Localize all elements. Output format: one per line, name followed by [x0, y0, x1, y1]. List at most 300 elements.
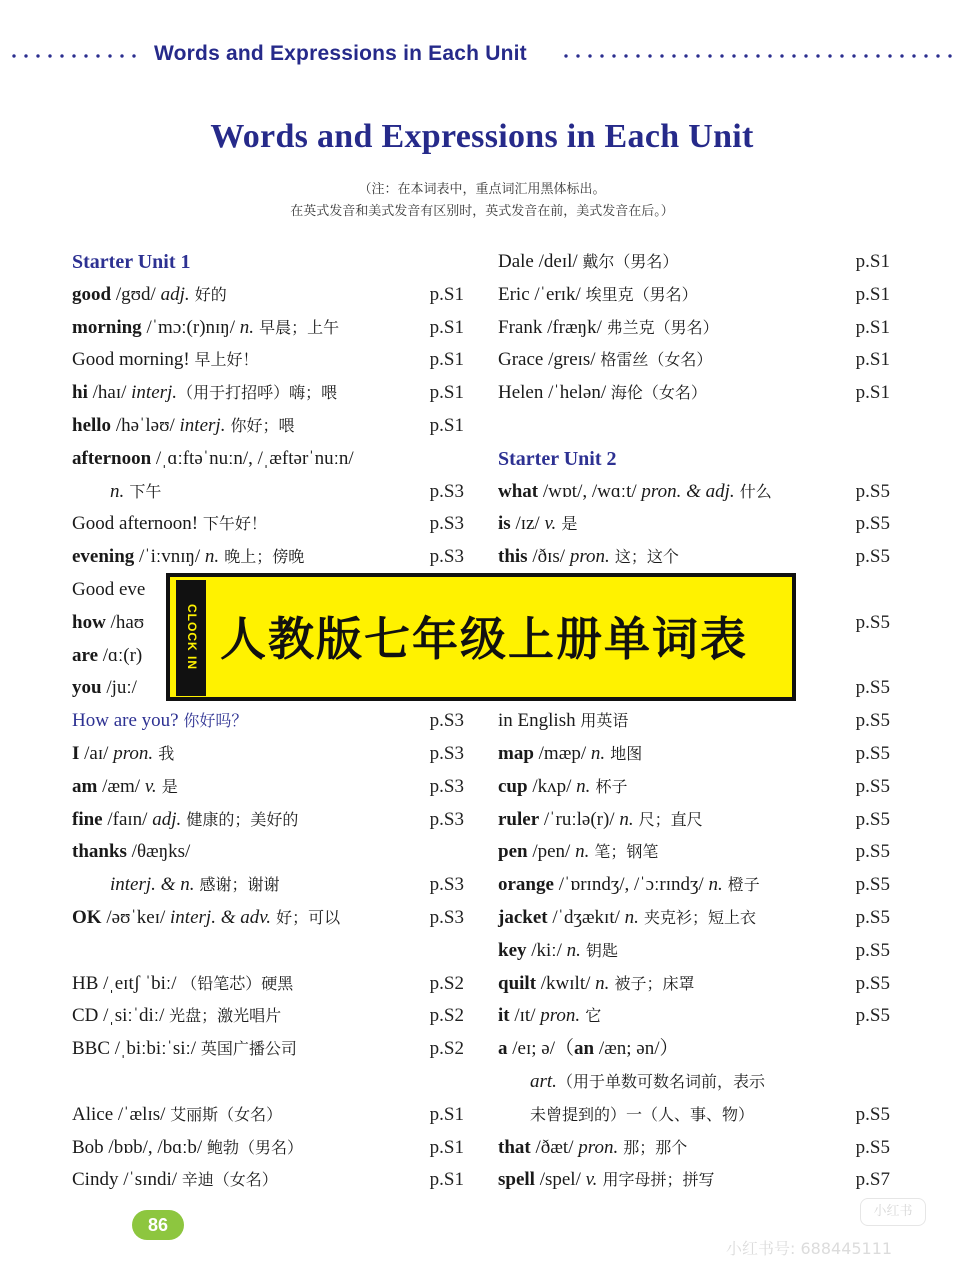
- vocab-entry: [498, 902, 756, 935]
- vocab-row: [498, 935, 890, 968]
- headword: pen: [498, 841, 528, 863]
- vocab-entry: [72, 705, 247, 738]
- title-banner: [166, 573, 796, 701]
- page-ref: p.S1: [429, 283, 464, 305]
- vocab-entry: [72, 771, 178, 804]
- vocab-row: [72, 443, 464, 476]
- vocab-row: [498, 1066, 890, 1099]
- chinese-meaning: 好；可以: [271, 907, 341, 927]
- vocab-entry: [498, 377, 707, 410]
- headword: a: [498, 1038, 508, 1060]
- page-number-badge: 86: [132, 1210, 184, 1240]
- chinese-meaning: （用于打招呼）嗨；喂: [177, 383, 338, 403]
- part-of-speech: pron. & adj.: [641, 480, 735, 502]
- vocab-row: [498, 1164, 890, 1197]
- page-ref: p.S1: [855, 349, 890, 371]
- vocab-row: [498, 476, 890, 509]
- note-line-1: （注：在本词表中，重点词汇用黑体标出。: [358, 182, 606, 197]
- part-of-speech: interj.: [131, 382, 178, 404]
- headword: hi: [72, 382, 88, 404]
- phonetic: HB /ˌeɪtʃ ˈbiː/: [72, 972, 182, 994]
- page-ref: p.S5: [855, 775, 890, 797]
- vocab-entry: [498, 804, 703, 837]
- phonetic: Grace /greɪs/: [498, 349, 601, 371]
- phonetic: Frank /fræŋk/: [498, 316, 607, 338]
- vocab-row: [72, 1033, 464, 1066]
- page-ref: p.S3: [429, 906, 464, 928]
- page-ref: p.S1: [855, 283, 890, 305]
- part-of-speech: n.: [619, 808, 634, 830]
- part-of-speech: n.: [110, 480, 125, 502]
- chinese-meaning: 格雷丝（女名）: [600, 350, 713, 370]
- headword: what: [498, 480, 539, 502]
- chinese-meaning: 用字母拼；拼写: [597, 1170, 715, 1190]
- headword: fine: [72, 808, 103, 830]
- chinese-meaning: 笔；钢笔: [589, 842, 659, 862]
- vocab-entry: [72, 1132, 303, 1165]
- phonetic: /əʊˈkeɪ/: [101, 906, 171, 928]
- page-ref: p.S5: [855, 939, 890, 961]
- page-ref: p.S3: [429, 742, 464, 764]
- phonetic: /ˈiːvnɪŋ/: [134, 546, 205, 568]
- vocab-entry: [498, 279, 698, 312]
- chinese-meaning: 艾丽斯（女名）: [170, 1104, 283, 1124]
- phonetic: Cindy /ˈsɪndi/: [72, 1169, 182, 1191]
- page-title: Words and Expressions in Each Unit: [210, 118, 754, 155]
- vocab-row: [498, 902, 890, 935]
- vocab-row: [498, 1099, 890, 1132]
- part-of-speech: n.: [590, 742, 606, 764]
- chinese-meaning: 用英语: [580, 711, 629, 731]
- chinese-meaning: 是: [156, 776, 178, 796]
- headword: good: [72, 283, 112, 305]
- vocab-row: [72, 902, 464, 935]
- vocab-row: [498, 1000, 890, 1033]
- part-of-speech: n.: [575, 841, 590, 863]
- blank-line: [72, 1066, 464, 1099]
- vocab-entry: [72, 968, 293, 1001]
- vocab-entry: [498, 1132, 687, 1165]
- chinese-meaning: 弗兰克（男名）: [606, 317, 719, 337]
- vocab-row: [72, 804, 464, 837]
- vocab-entry: [72, 672, 137, 705]
- phonetic: /θæŋks/: [126, 841, 191, 863]
- vocab-entry: [498, 1033, 679, 1066]
- phonetic: Helen /ˈhelən/: [498, 382, 611, 404]
- part-of-speech: pron.: [569, 546, 610, 568]
- vocab-entry: [72, 1033, 297, 1066]
- vocab-row: [72, 344, 464, 377]
- vocab-row: [498, 1033, 890, 1066]
- phonetic: Dale /deɪl/: [498, 251, 583, 272]
- chinese-meaning: 感谢；谢谢: [194, 875, 280, 895]
- dotted-rule-left: [8, 54, 144, 58]
- chinese-meaning: 下午: [124, 481, 162, 501]
- page-ref: p.S1: [855, 316, 890, 338]
- vocab-entry: [498, 1000, 601, 1033]
- headword: thanks: [72, 841, 127, 863]
- phonetic: BBC /ˌbiːbiːˈsiː/: [72, 1038, 201, 1060]
- chinese-meaning: 健康的；美好的: [181, 809, 299, 829]
- vocab-entry: [498, 312, 719, 345]
- vocab-row: [498, 508, 890, 541]
- phonetic: How are you?: [72, 710, 184, 732]
- vocab-row: [498, 279, 890, 312]
- phonetic: Bob /bɒb/, /bɑːb/: [72, 1136, 207, 1158]
- part-of-speech: adj.: [152, 808, 182, 830]
- chinese-meaning: 鲍勃（男名）: [206, 1137, 303, 1157]
- phonetic: /kwɪlt/: [536, 972, 596, 994]
- page-ref: p.S5: [855, 841, 890, 863]
- part-of-speech: n.: [566, 939, 581, 961]
- vocab-row: [498, 312, 890, 345]
- clock-in-label: CLOCK IN: [185, 604, 199, 670]
- vocab-row: [498, 738, 890, 771]
- vocab-row: [72, 1099, 464, 1132]
- vocab-row: [72, 312, 464, 345]
- vocab-entry: [72, 377, 337, 410]
- vocab-row: [498, 377, 890, 410]
- headword: am: [72, 775, 98, 797]
- chinese-meaning: 钥匙: [580, 940, 618, 960]
- vocab-entry: [72, 1099, 282, 1132]
- vocab-entry: [72, 246, 191, 280]
- phonetic: /wɒt/, /wɑːt/: [538, 480, 642, 502]
- vocab-entry: [498, 968, 695, 1001]
- page-ref: p.S7: [855, 1169, 890, 1191]
- vocab-row: [72, 738, 464, 771]
- left-vocab-column: [72, 246, 464, 1197]
- running-header: [0, 40, 964, 74]
- headword: cup: [498, 775, 528, 797]
- headword: orange: [498, 874, 554, 896]
- chinese-meaning: 埃里克（男名）: [585, 284, 698, 304]
- vocab-entry: [498, 344, 712, 377]
- running-title: Words and Expressions in Each Unit: [154, 42, 527, 65]
- chinese-meaning: 下午好！: [202, 514, 267, 534]
- part-of-speech: v.: [144, 775, 157, 797]
- part-of-speech: n.: [204, 546, 220, 568]
- vocab-entry: [72, 279, 227, 312]
- chinese-meaning: 戴尔（男名）: [582, 252, 679, 271]
- vocab-row: [498, 771, 890, 804]
- phonetic: Alice /ˈælɪs/: [72, 1103, 171, 1125]
- vocab-entry: [72, 1000, 281, 1033]
- phonetic: /spel/: [534, 1169, 586, 1191]
- vocab-row: [498, 804, 890, 837]
- vocab-entry: [72, 1164, 278, 1197]
- chinese-meaning: 是: [556, 514, 578, 534]
- phonetic: Eric /ˈerɪk/: [498, 283, 586, 305]
- unit-heading: Starter Unit 1: [72, 251, 191, 273]
- chinese-meaning: （用于单数可数名词前，表示: [556, 1071, 765, 1091]
- page-ref: p.S1: [429, 1169, 464, 1191]
- phonetic: CD /ˌsiːˈdiː/: [72, 1005, 170, 1027]
- phonetic: /æm/: [97, 775, 145, 797]
- headword: hello: [72, 414, 112, 436]
- page-ref: p.S3: [429, 775, 464, 797]
- headword: I: [72, 742, 80, 764]
- vocab-entry: [72, 344, 258, 377]
- page-ref: p.S1: [429, 1136, 464, 1158]
- headword: that: [498, 1136, 531, 1158]
- phonetic: /kʌp/: [527, 775, 577, 797]
- part-of-speech: v.: [585, 1169, 598, 1191]
- part-of-speech: n.: [624, 906, 639, 928]
- vocab-row: [498, 705, 890, 738]
- phonetic: /ˈmɔː(r)nɪŋ/: [141, 316, 240, 338]
- phonetic: /eɪ; ə/（: [507, 1038, 574, 1060]
- vocab-row: [498, 443, 890, 476]
- vocab-entry: [72, 869, 280, 902]
- headword: is: [498, 513, 511, 535]
- vocab-row: [72, 705, 464, 738]
- chinese-meaning: （铅笔芯）硬黑: [181, 973, 294, 993]
- vocab-row: [498, 869, 890, 902]
- page-ref: p.S5: [855, 513, 890, 535]
- page-ref: p.S3: [429, 874, 464, 896]
- headword: it: [498, 1005, 510, 1027]
- page-ref: p.S3: [429, 513, 464, 535]
- page-ref: p.S5: [855, 1136, 890, 1158]
- headword: quilt: [498, 972, 537, 994]
- vocab-row: [72, 1164, 464, 1197]
- phonetic: /faɪn/: [102, 808, 153, 830]
- phonetic: /mæp/: [533, 742, 591, 764]
- vocab-entry: [498, 1099, 754, 1132]
- vocab-row: [72, 771, 464, 804]
- unit-heading: Starter Unit 2: [498, 447, 617, 470]
- vocab-entry: [498, 508, 577, 541]
- vocab-row: [72, 377, 464, 410]
- headword: map: [498, 742, 534, 764]
- page-ref: p.S5: [855, 906, 890, 928]
- headword: morning: [72, 316, 142, 338]
- vocab-row: [72, 869, 464, 902]
- headword: jacket: [498, 906, 548, 928]
- blank-line: [498, 410, 890, 443]
- chinese-meaning: 夹克衫；短上衣: [638, 907, 756, 927]
- page-ref: p.S1: [429, 316, 464, 338]
- vocab-entry: [72, 836, 190, 869]
- phonetic: /ɑː(r): [98, 644, 143, 666]
- chinese-meaning: 地图: [605, 743, 643, 763]
- part-of-speech: n.: [595, 972, 610, 994]
- page-ref: p.S1: [429, 414, 464, 436]
- part-of-speech: n.: [708, 874, 723, 896]
- chinese-meaning: 你好；喂: [225, 415, 295, 435]
- page-ref: p.S5: [855, 611, 890, 633]
- page-ref: p.S5: [855, 480, 890, 502]
- vocab-row: [72, 246, 464, 279]
- vocab-row: [498, 836, 890, 869]
- part-of-speech: interj. & n.: [110, 874, 195, 896]
- vocab-row: [72, 541, 464, 574]
- headword: are: [72, 644, 99, 666]
- page-ref: p.S2: [429, 1005, 464, 1027]
- vocab-row: [498, 968, 890, 1001]
- page-ref: p.S5: [855, 677, 890, 699]
- chinese-meaning: 杯子: [590, 776, 628, 796]
- page-ref: p.S3: [429, 808, 464, 830]
- page-ref: p.S5: [855, 742, 890, 764]
- vocab-entry: [498, 476, 772, 509]
- vocab-entry: [498, 1164, 715, 1197]
- vocab-entry: [498, 869, 760, 902]
- chinese-meaning: 光盘；激光唱片: [169, 1006, 282, 1026]
- page-ref: p.S5: [855, 710, 890, 732]
- chinese-meaning: 它: [580, 1006, 602, 1026]
- phonetic: /ðɪs/: [527, 546, 570, 568]
- vocab-entry: [498, 935, 618, 968]
- vocab-row: [72, 1000, 464, 1033]
- blank-line: [72, 935, 464, 968]
- headword: ruler: [498, 808, 540, 830]
- dotted-rule-right: [560, 54, 956, 58]
- chinese-meaning: 辛迪（女名）: [181, 1170, 278, 1190]
- part-of-speech: adj.: [160, 283, 190, 305]
- vocab-row: [498, 1132, 890, 1165]
- vocab-row: [498, 246, 890, 279]
- page-ref: p.S2: [429, 972, 464, 994]
- headword: afternoon: [72, 447, 152, 469]
- phonetic: /aɪ/: [79, 742, 114, 764]
- phonetic: /həˈləʊ/: [111, 414, 180, 436]
- vocab-entry: [72, 476, 161, 509]
- page-ref: p.S1: [855, 382, 890, 404]
- page-ref: p.S5: [855, 874, 890, 896]
- vocab-entry: [72, 804, 298, 837]
- page-ref: p.S5: [855, 546, 890, 568]
- note-line-2: 在英式发音和美式发音有区别时，英式发音在前，美式发音在后。）: [290, 204, 674, 219]
- chinese-meaning: 早上好！: [194, 350, 259, 370]
- phonetic: /gʊd/: [111, 283, 161, 305]
- chinese-meaning: 英国广播公司: [200, 1039, 297, 1059]
- vocab-entry: [498, 738, 642, 771]
- chinese-meaning: 海伦（女名）: [610, 383, 707, 403]
- page-ref: p.S5: [855, 972, 890, 994]
- vocab-row: [72, 279, 464, 312]
- chinese-meaning: 这；这个: [609, 547, 679, 567]
- part-of-speech: n.: [576, 775, 591, 797]
- page-ref: p.S1: [429, 382, 464, 404]
- chinese-meaning: 早晨；上午: [253, 317, 340, 337]
- vocab-row: [72, 968, 464, 1001]
- headword: you: [72, 677, 102, 699]
- page-ref: p.S2: [429, 1038, 464, 1060]
- headword: key: [498, 939, 527, 961]
- banner-title: 人教版七年级上册单词表: [220, 612, 748, 666]
- clock-in-label-wrap: [181, 604, 201, 674]
- part-of-speech: interj.: [179, 414, 226, 436]
- phonetic: /ðæt/: [530, 1136, 579, 1158]
- page-ref: p.S5: [855, 1103, 890, 1125]
- part-of-speech: art.: [530, 1070, 557, 1092]
- page-ref: p.S5: [855, 808, 890, 830]
- part-of-speech: v.: [544, 513, 557, 535]
- vocab-entry: [72, 738, 174, 771]
- phonetic: /ˈruːlə(r)/: [539, 808, 620, 830]
- vocab-row: [498, 344, 890, 377]
- watermark-id: 小红书号: 688445111: [726, 1239, 893, 1258]
- vocab-entry: [72, 541, 304, 574]
- phonetic: Good morning!: [72, 349, 195, 371]
- headword-variant: an: [573, 1038, 595, 1060]
- headword: this: [498, 546, 528, 568]
- page-ref: p.S1: [429, 1103, 464, 1125]
- page-ref: p.S1: [429, 349, 464, 371]
- chinese-meaning: 未曾提到的）一（人、事、物）: [530, 1104, 755, 1124]
- vocab-row: [72, 508, 464, 541]
- chinese-meaning: 尺；直尺: [633, 809, 703, 829]
- page-ref: p.S3: [429, 480, 464, 502]
- chinese-meaning: 什么: [734, 481, 772, 501]
- vocab-entry: [498, 443, 617, 477]
- part-of-speech: n.: [239, 316, 254, 338]
- phonetic: Good afternoon!: [72, 513, 203, 535]
- chinese-meaning: 好的: [189, 284, 227, 304]
- phonetic: Good eve: [72, 578, 146, 600]
- vocab-entry: [498, 836, 658, 869]
- page-ref: p.S1: [855, 251, 890, 272]
- page-ref: p.S3: [429, 710, 464, 732]
- chinese-meaning: 被子；床罩: [609, 973, 695, 993]
- watermark-logo: 小红书: [860, 1198, 926, 1226]
- vocab-entry: [498, 771, 627, 804]
- vocab-row: [72, 1132, 464, 1165]
- headword: how: [72, 611, 106, 633]
- vocab-entry: [72, 640, 142, 673]
- phonetic: /kiː/: [526, 939, 567, 961]
- vocab-entry: [498, 1066, 765, 1099]
- vocab-row: [72, 476, 464, 509]
- vocab-entry: [72, 410, 295, 443]
- part-of-speech: interj. & adv.: [170, 906, 271, 928]
- phonetic: /ˈdʒækɪt/: [547, 906, 625, 928]
- vocab-row: [72, 410, 464, 443]
- vocab-entry: [72, 574, 145, 607]
- page-ref: p.S5: [855, 1005, 890, 1027]
- chinese-meaning: 橙子: [722, 875, 760, 895]
- chinese-meaning: 晚上；傍晚: [219, 547, 305, 567]
- page-ref: p.S3: [429, 546, 464, 568]
- vocab-row: [498, 541, 890, 574]
- right-vocab-column: [498, 246, 890, 1197]
- vocab-entry: [72, 607, 144, 640]
- phonetic: /haɪ/: [87, 382, 132, 404]
- headword: spell: [498, 1169, 535, 1191]
- phonetic-variant: /æn; ən/）: [594, 1038, 679, 1060]
- phonetic: /ˈɒrɪndʒ/, /ˈɔːrɪndʒ/: [553, 874, 709, 896]
- vocab-entry: [72, 443, 354, 476]
- chinese-meaning: 我: [153, 743, 175, 763]
- part-of-speech: pron.: [113, 742, 154, 764]
- vocab-entry: [72, 902, 340, 935]
- phonetic: /ɪt/: [509, 1005, 541, 1027]
- chinese-meaning: 你好吗？: [183, 711, 248, 731]
- phonetic: /ɪz/: [510, 513, 545, 535]
- vocab-entry: [498, 541, 679, 574]
- phonetic: in English: [498, 710, 581, 732]
- vocab-entry: [498, 246, 678, 279]
- phonetic: /pen/: [527, 841, 576, 863]
- part-of-speech: pron.: [540, 1005, 581, 1027]
- vocab-entry: [72, 312, 339, 345]
- chinese-meaning: 那；那个: [618, 1137, 688, 1157]
- vocab-entry: [498, 705, 628, 738]
- phonetic: /haʊ: [105, 611, 145, 633]
- vocab-entry: [72, 508, 267, 541]
